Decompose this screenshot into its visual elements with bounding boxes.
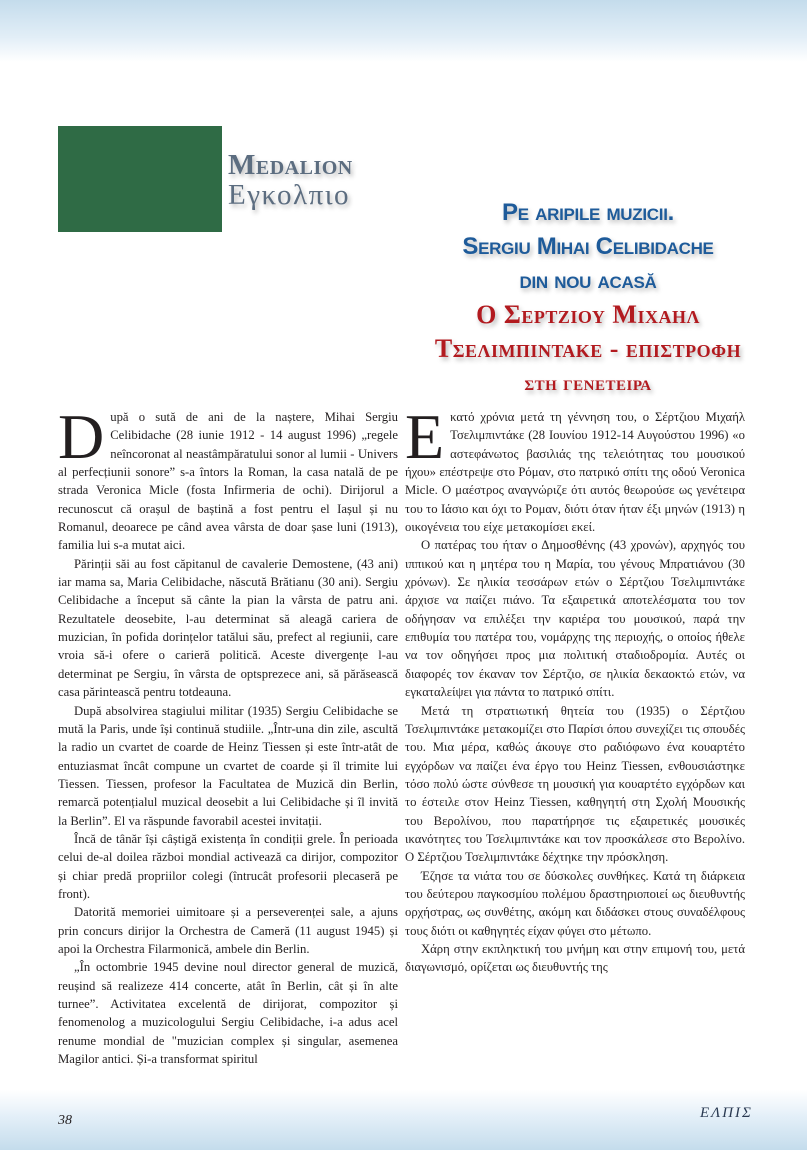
paragraph (405, 401, 745, 536)
paragraph: Έζησε τα νιάτα του σε δύσκολες συνθήκες. Κατά τη διάρκεια του δεύτερου παγκοσμίου πολέμου δραστηριοποιεί ως διευθυντής ορχήστρας, ως συνθέτης, ακόμη και διδάσκει στους συναδέλφους τους διότι οι καθηγητές είχαν φύγει στο μέτωπο. (405, 868, 745, 938)
article-title (388, 196, 788, 400)
paragraph (58, 401, 398, 555)
title-gr-line-3: στη γενετειρα (524, 371, 652, 395)
paragraph: Μετά τη στρατιωτική θητεία του (1935) ο Σέρτζιου Τσελιμπιντάκε μετακομίζει στο Παρίσι όπου συνεχίζει τις σπουδές του. Μια μέρα, καθώς άκουγε στο ραδιόφωνο ένα κουαρτέτο εγχόρδων να παίζει ένα έργο του Heinz Tiessen, ενθουσιάστηκε τόσο πολύ ώστε σύνθεσε τη μουσική για κουαρτέτο εγχόρδων και το έστειλε στον Heinz Tiessen, καθηγητή στη Σχολή Μουσικής του Βερολίνου, που παρατήρησε τις εξαιρετικές μουσικές ικανότητες του Τσελιμπιντάκε και τον προσκάλεσε στο Βερολίνο. Ο Σέρτζιου Τσελιμπιντάκε δέχτηκε την πρόσκληση. (405, 703, 745, 865)
title-gr-line-1: Ο Σερτζιου Μιχαηλ (476, 300, 700, 329)
paragraph-text: upă o sută de ani de la naștere, Mihai Sergiu Celibidache (28 iunie 1912 - 14 august 1996) „regele neîncoronat al neastâmpăratului sonor al lumii - Univers al perfecțiunii sonore” s-a întors la Roman, la casa natală de pe strada Veronica Micle (fosta Infirmeria de ochi). Dirijorul a recunoscut că orașul de baștină a fost pentru el Iașul și nu Romanul, deoarece pe când avea vârsta de doar șase luni (1913), familia lui s-a mutat aici. (58, 410, 398, 553)
article-column-romanian (58, 401, 398, 1068)
header-gradient-band (0, 0, 807, 62)
title-ro-line-2: Sergiu Mihai Celibidache (462, 233, 714, 260)
title-ro-line-3: din nou acasă (519, 267, 657, 294)
dropcap: D (58, 401, 105, 472)
paragraph-text: κατό χρόνια μετά τη γέννηση του, ο Σέρτζιου Μιχαήλ Τσελιμπιντάκε (28 Ιουνίου 1912-14 Αυγούστου 1996) «ο αστεφάνωτος βασιλιάς της τελειότητας του μουσικού ήχου» επέστρεψε στο Ρόμαν, στο πατρικό σπίτι της οδού Veronica Micle. Ο μαέστρος αναγνώριζε ότι αυτός θεωρούσε ως γενέτειρα του το Ιάσιο και όχι το Ρομαν, διότι όταν ήταν έξι μηνών (1913) η οικογένεια του είχε μετακομίσει εκεί. (405, 410, 745, 535)
paragraph: După absolvirea stagiului militar (1935) Sergiu Celibidache se mută la Paris, unde își continuă studiile. „Într-una din zile, ascultă la radio un cvartet de coarde de Heinz Tiessen și este într-atât de entuziasmat încât compune un cvartet de coarde și îl trimite lui Tiessen. Tiessen, profesor la Facultatea de Muzică din Berlin, remarcă potențialul muzical deosebit a lui Celibidache și îl invită la Berlin”. El va răspunde favorabil acestei invitații. (58, 703, 398, 828)
paragraph: Încă de tânăr își câștigă existența în condiții grele. În perioada celui de-al doilea război mondial activează ca dirijor, compozitor și chiar predă propriilor colegi (întrucât profesorii plecaseră pe front). (58, 831, 398, 901)
paragraph: Ο πατέρας του ήταν ο Δημοσθένης (43 χρονών), αρχηγός του ιππικού και η μητέρα του η Μαρία, του γένους Μπρατιάνου (30 χρόνων). Σε ηλικία τεσσάρων ετών ο Σέρτζιου Τσελιμπιντάκε άρχισε να παίζει πιάνο. Τα εξαιρετικά αποτελέσματα του τον οδήγησαν να επιλέξει την καριέρα του μουσικού, παρά την επιθυμία του πατέρα του, νομάρχης της περιοχής, ο οποίος ήθελε να τον οδηγήσει προς μια πολιτική σταδιοδρομία. Αυτές οι διαφορές τον έκαναν τον Σέρτζιο, σε ηλικία δεκαοκτώ ετών, να εγκαταλείψει για πάντα το πατρικό σπίτι. (405, 538, 745, 700)
dropcap: Ε (405, 401, 445, 472)
paragraph: Părinții săi au fost căpitanul de cavalerie Demostene, (43 ani) iar mama sa, Maria Celibidache, născută Brătianu (30 ani). Sergiu Celibidache a început să cânte la pian la vârsta de patru ani. Rezultatele deosebite, l-au determinat să aleagă cariera de muzician, în pofida dorințelor tatălui său, prefect al regiunii, care vroia să-i ofere o carieră politică. Aceste divergențe l-au determinat pe Sergiu, în vârsta de optsprezece ani, să părăsească casa părintească pentru totdeauna. (58, 556, 398, 700)
magazine-name: ΕΛΠΙΣ (700, 1105, 753, 1121)
section-label (228, 150, 353, 211)
photo-placeholder (58, 126, 222, 232)
article-column-greek (405, 401, 745, 977)
page-number: 38 (58, 1113, 72, 1128)
section-label-gr: Εγκολπιο (228, 179, 351, 212)
paragraph: Datorită memoriei uimitoare și a perseverenței sale, a ajuns prin concurs dirijor la Orchestra de Cameră (11 august 1945) și apoi la Orchestra Filarmonică, ambele din Berlin. (58, 905, 398, 956)
paragraph: „În octombrie 1945 devine noul director general de muzică, reușind să realizeze 414 concerte, atât în Berlin, cât și în alte turnee”. Activitatea excelentă de dirijorat, compozitor și fenomenolog a muzicologului Sergiu Celibidache, i-a adus acel renume mondial de "muzician complex și singular, asemenea Magilor antici. Și-a transformat spiritul (58, 960, 398, 1067)
footer-gradient-band (0, 1090, 807, 1150)
title-gr-line-2: Τσελιμπιντακε - επιστροφη (434, 334, 742, 363)
paragraph: Χάρη στην εκπληκτική του μνήμη και στην επιμονή του, μετά διαγωνισμό, ορίζεται ως διευθυντής της (405, 941, 745, 975)
section-label-ro: Medalion (228, 149, 353, 181)
title-ro-line-1: Pe aripile muzicii. (502, 199, 674, 226)
